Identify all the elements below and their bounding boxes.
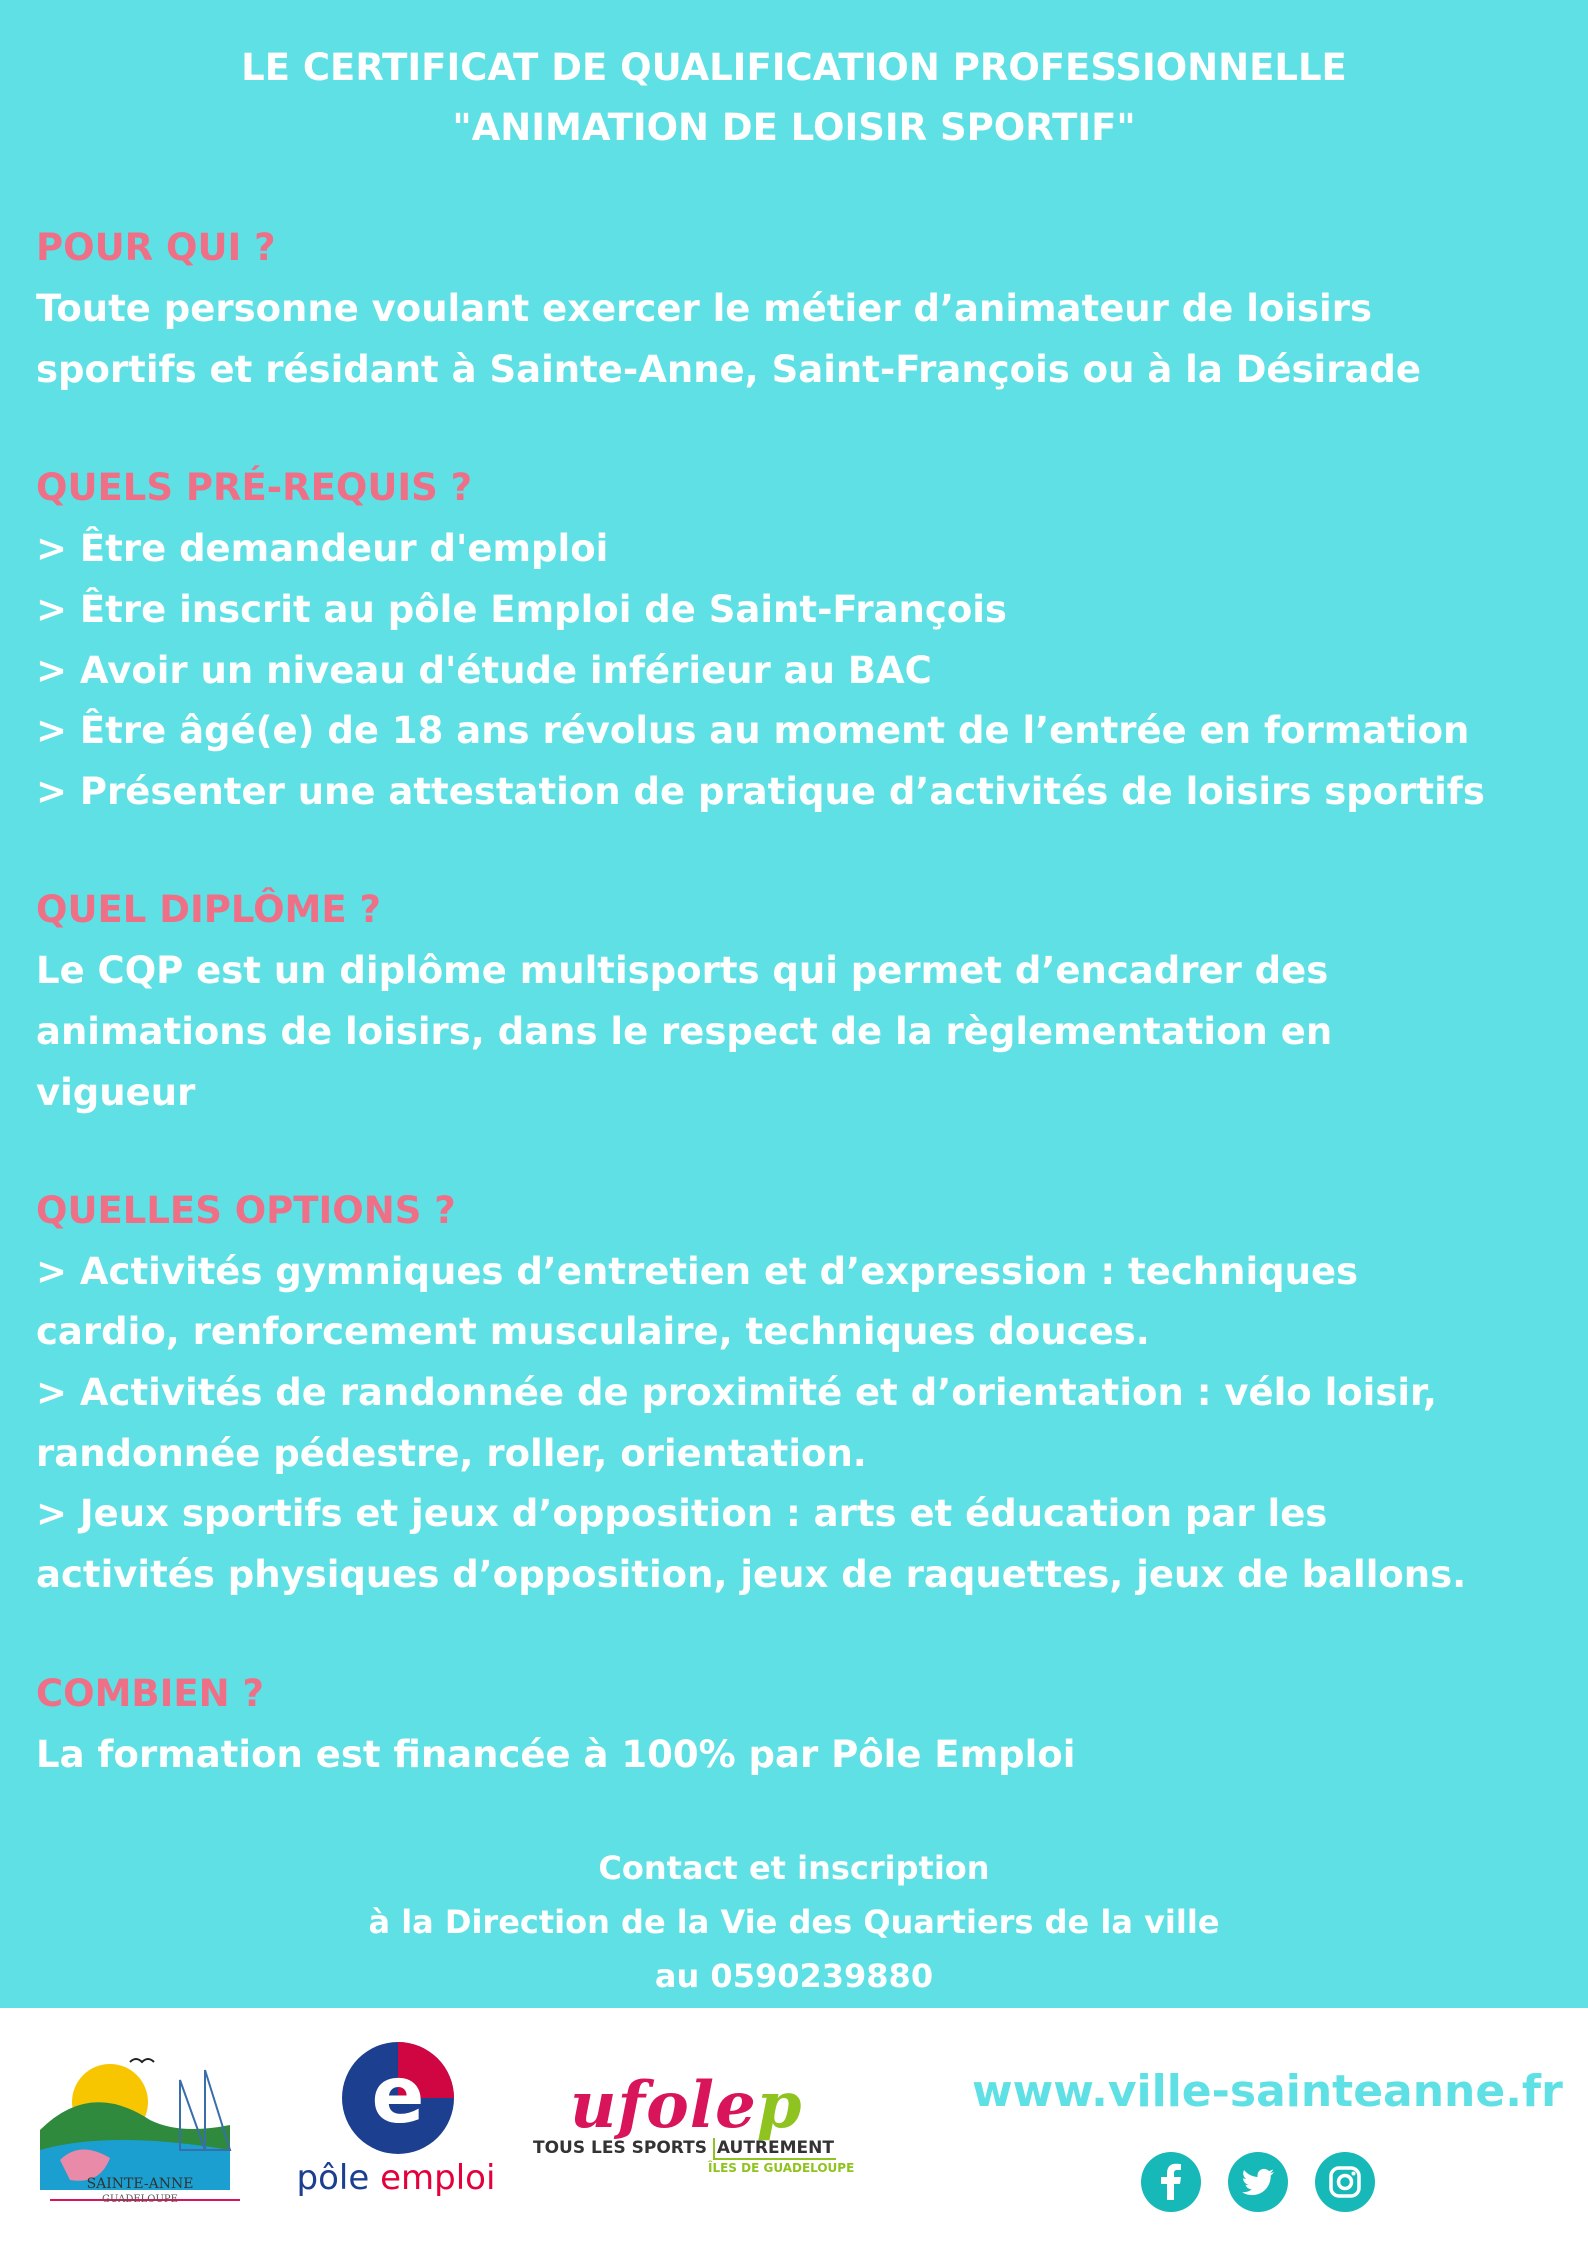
pole-emploi-word-emploi: emploi [380,2158,496,2198]
section-text-line: La formation est financée à 100% par Pôle Emploi [36,1733,1076,1776]
pole-emploi-logo [338,2038,458,2158]
ufolep-tagline [533,2138,836,2158]
facebook-icon[interactable] [1141,2152,1201,2212]
section-text-line: > Jeux sportifs et jeux d’opposition : arts et éducation par les [36,1492,1328,1535]
section-text-line: activités physiques d’opposition, jeux de raquettes, jeux de ballons. [36,1553,1467,1596]
contact-title: Contact et inscription [598,1849,990,1887]
ufolep-tagline-end: AUTREMENT [713,2138,836,2160]
footer [0,2008,1588,2246]
ufolep-tagline-text: TOUS LES SPORTS [533,2138,707,2158]
pole-emploi-wordmark [296,2158,496,2198]
page-title-line2: "ANIMATION DE LOISIR SPORTIF" [452,106,1136,149]
section-text-line: Toute personne voulant exercer le métier d’animateur de loisirs [36,287,1372,330]
contact-phone[interactable]: au 0590239880 [654,1957,934,1995]
website-link[interactable]: www.ville-sainteanne.fr [972,2066,1563,2117]
section-text-line: > Présenter une attestation de pratique d’activités de loisirs sportifs [36,770,1485,813]
section-heading-options: QUELLES OPTIONS ? [36,1189,456,1232]
ufolep-name-end: p [756,2068,803,2143]
section-heading-diplome: QUEL DIPLÔME ? [36,888,381,931]
section-text-line: > Être demandeur d'emploi [36,527,609,570]
ufolep-name: ufole [570,2068,757,2143]
section-heading-pour-qui: POUR QUI ? [36,226,276,269]
contact-direction: à la Direction de la Vie des Quartiers de la ville [368,1903,1220,1941]
ufolep-subtitle: ÎLES DE GUADELOUPE [708,2161,855,2175]
section-heading-prerequis: QUELS PRÉ-REQUIS ? [36,466,473,509]
sainte-anne-logo [30,2040,250,2220]
section-text-line: animations de loisirs, dans le respect de la règlementation en [36,1010,1333,1053]
section-text-line: sportifs et résidant à Sainte-Anne, Saint-François ou à la Désirade [36,348,1422,391]
pole-emploi-word-pole: pôle [296,2158,370,2198]
section-text-line: > Être inscrit au pôle Emploi de Saint-François [36,588,1007,631]
section-text-line: > Avoir un niveau d'étude inférieur au BAC [36,649,932,692]
section-text-line: cardio, renforcement musculaire, techniques douces. [36,1310,1150,1353]
instagram-icon[interactable] [1315,2152,1375,2212]
section-text-line: > Être âgé(e) de 18 ans révolus au moment de l’entrée en formation [36,709,1470,752]
twitter-icon[interactable] [1228,2152,1288,2212]
section-text-line: randonnée pédestre, roller, orientation. [36,1432,867,1475]
page-title-line1: LE CERTIFICAT DE QUALIFICATION PROFESSIONNELLE [241,46,1347,89]
section-text-line: Le CQP est un diplôme multisports qui permet d’encadrer des [36,949,1329,992]
sainte-anne-logo-text: SAINTE-ANNE [86,2176,194,2192]
ufolep-logo [570,2068,803,2143]
pole-emploi-letter: e [371,2051,425,2141]
section-text-line: > Activités de randonnée de proximité et d’orientation : vélo loisir, [36,1371,1437,1414]
sainte-anne-logo-subtext: GUADELOUPE [102,2194,178,2205]
section-text-line: > Activités gymniques d’entretien et d’expression : techniques [36,1250,1359,1293]
section-heading-combien: COMBIEN ? [36,1672,264,1715]
section-text-line: vigueur [36,1071,196,1114]
